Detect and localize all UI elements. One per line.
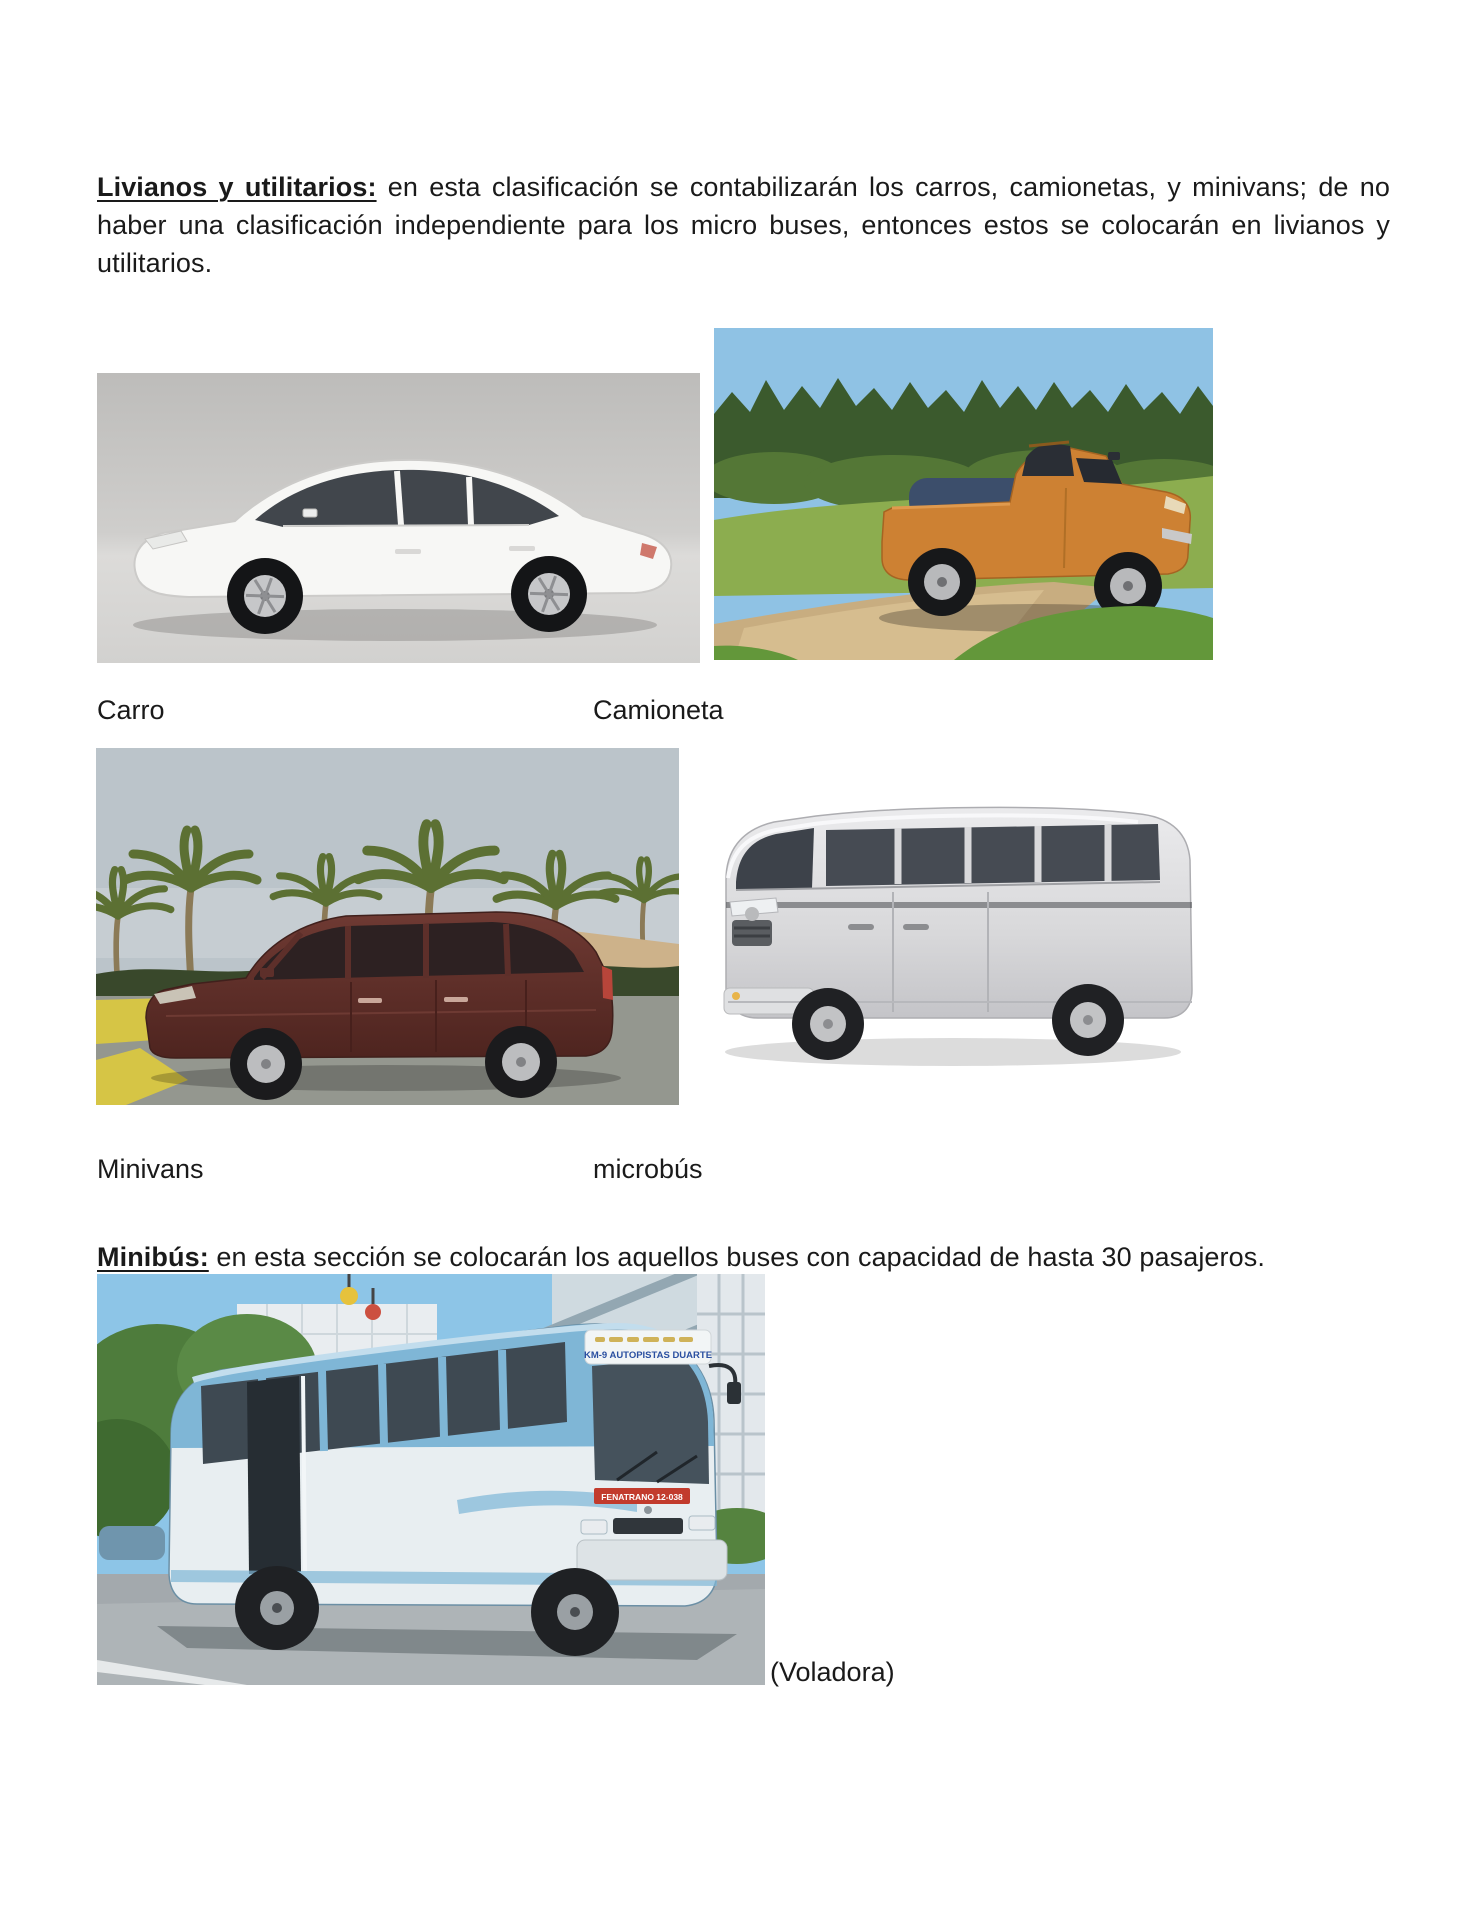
caption-carro: Carro — [97, 695, 165, 725]
heading-livianos: Livianos y utilitarios: — [97, 172, 377, 202]
paragraph-livianos — [97, 168, 1390, 282]
headlight-right — [689, 1516, 715, 1530]
bus-route-sign — [584, 1330, 712, 1364]
bus-body — [169, 1324, 741, 1606]
caption-minivans: Minivans — [97, 1154, 204, 1184]
grille — [613, 1518, 683, 1534]
orange-pickup-photo — [714, 328, 1213, 660]
heading-minibus: Minibús: — [97, 1242, 209, 1272]
badge — [644, 1506, 652, 1514]
bus-banner-text: FENATRANO 12-038 — [601, 1492, 683, 1502]
carro-figure — [97, 373, 700, 663]
paragraph-minibus-text: en esta sección se colocarán los aquellos buses con capacidad de hasta 30 pasajeros. — [208, 1242, 1265, 1272]
caption-camioneta: Camioneta — [593, 695, 724, 725]
camioneta-figure — [714, 328, 1213, 660]
minivans-figure — [96, 748, 679, 1105]
bus-red-banner — [594, 1488, 690, 1504]
microbus-figure — [688, 752, 1233, 1090]
silver-van-photo — [688, 752, 1233, 1090]
paragraph-livianos-text: en esta clasificación se contabilizarán los carros, camionetas, y minivans; de no haber una clasificación independiente para los micro buses, entonces estos se colocarán en livianos y utilitarios. — [97, 172, 1390, 278]
van-body — [724, 807, 1192, 1018]
blue-minibus-photo — [97, 1274, 765, 1685]
side-mirror — [727, 1382, 741, 1404]
voladora-figure — [97, 1274, 765, 1685]
caption-voladora: (Voladora) — [770, 1657, 895, 1687]
maroon-minivan-photo — [96, 748, 679, 1105]
open-door — [247, 1376, 301, 1574]
headlight-left — [581, 1520, 607, 1534]
bus-route-sign-text: KM-9 AUTOPISTAS DUARTE — [583, 1350, 713, 1361]
car-behind — [99, 1526, 165, 1560]
front-bumper — [577, 1540, 727, 1580]
white-sedan-photo — [97, 373, 700, 663]
caption-microbus: microbús — [593, 1154, 703, 1184]
paragraph-minibus — [97, 1238, 1390, 1276]
